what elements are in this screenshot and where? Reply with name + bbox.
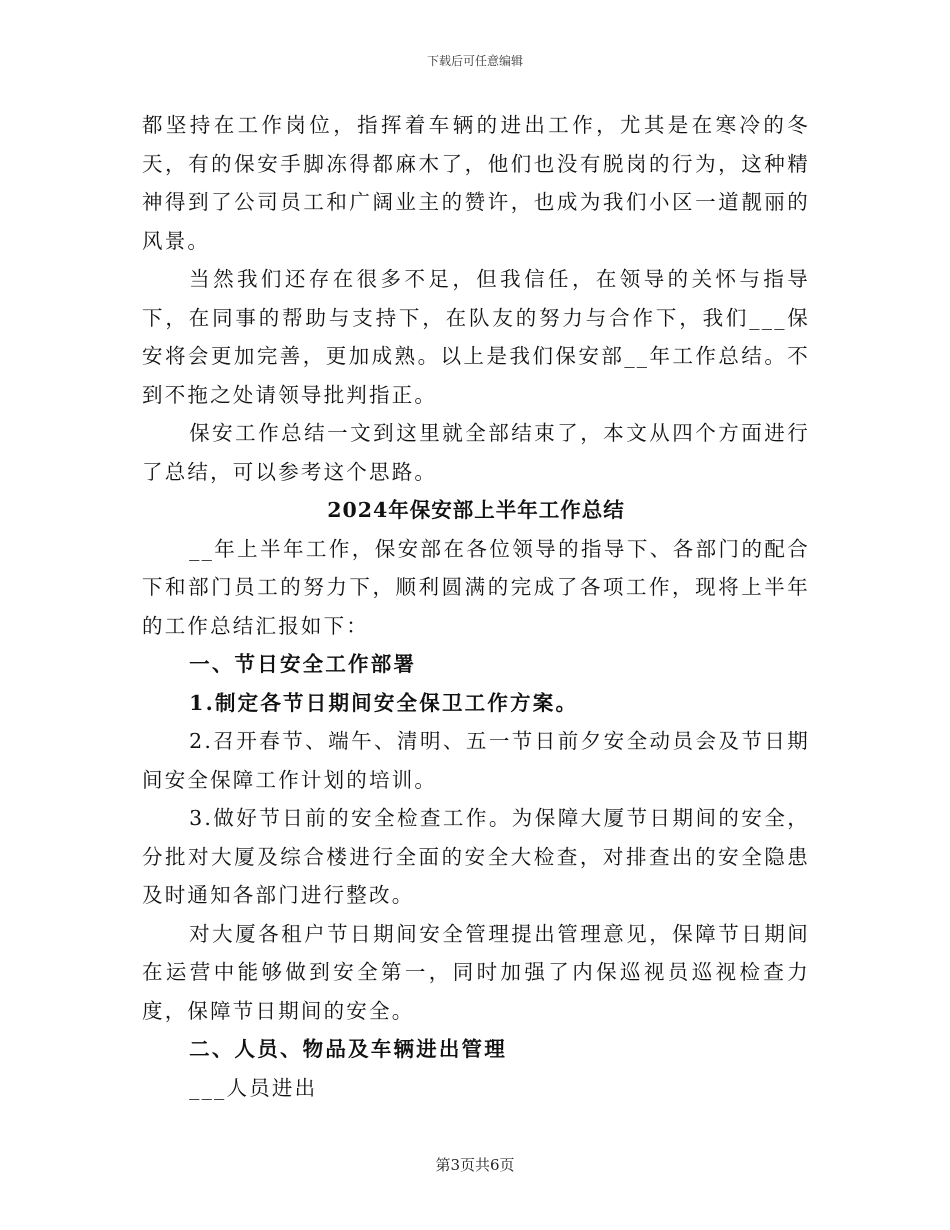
section-title: 2024年保安部上半年工作总结	[327, 498, 625, 522]
heading-holiday-safety: 一、节日安全工作部署	[189, 652, 417, 676]
list-item-2: 2.召开春节、端午、清明、五一节日前夕安全动员会及节日期间安全保障工作计划的培训。	[142, 729, 810, 792]
paragraph-continued: 都坚持在工作岗位，指挥着车辆的进出工作，尤其是在寒冷的冬天，有的保安手脚冻得都麻木了，他们也没有脱岗的行为，这种精神得到了公司员工和广阔业主的赞许，也成为我们小区一道靓丽的风景。	[142, 113, 810, 253]
list-item-3: 3.做好节日前的安全检查工作。为保障大厦节日期间的安全，分批对大厦及综合楼进行全面的安全大检查，对排查出的安全隐患及时通知各部门进行整改。	[142, 806, 810, 907]
page-header: 下载后可任意编辑	[426, 54, 523, 68]
paragraph-personnel-access: ___人员进出	[189, 1075, 318, 1100]
paragraph-intro: __年上半年工作，保安部在各位领导的指导下、各部门的配合下和部门员工的努力下，顺利圆满的完成了各项工作，现将上半年的工作总结汇报如下：	[142, 536, 810, 638]
list-item-1: 1.制定各节日期间安全保卫工作方案。	[189, 690, 579, 715]
document-body	[142, 106, 810, 1107]
paragraph-closing-note: 保安工作总结一文到这里就全部结束了，本文从四个方面进行了总结，可以参考这个思路。	[142, 421, 810, 484]
paragraph-shortcomings: 当然我们还存在很多不足，但我信任，在领导的关怀与指导下，在同事的帮助与支持下，在队友的努力与合作下，我们___保安将会更加完善，更加成熟。以上是我们保安部__年工作总结。不到不拖之处请领导批判指正。	[142, 267, 810, 407]
heading-access-management: 二、人员、物品及车辆进出管理	[189, 1037, 507, 1061]
paragraph-tenant-management: 对大厦各租户节日期间安全管理提出管理意见，保障节日期间在运营中能够做到安全第一，同时加强了内保巡视员巡视检查力度，保障节日期间的安全。	[142, 921, 810, 1023]
page-footer: 第3页共6页	[435, 1156, 515, 1174]
